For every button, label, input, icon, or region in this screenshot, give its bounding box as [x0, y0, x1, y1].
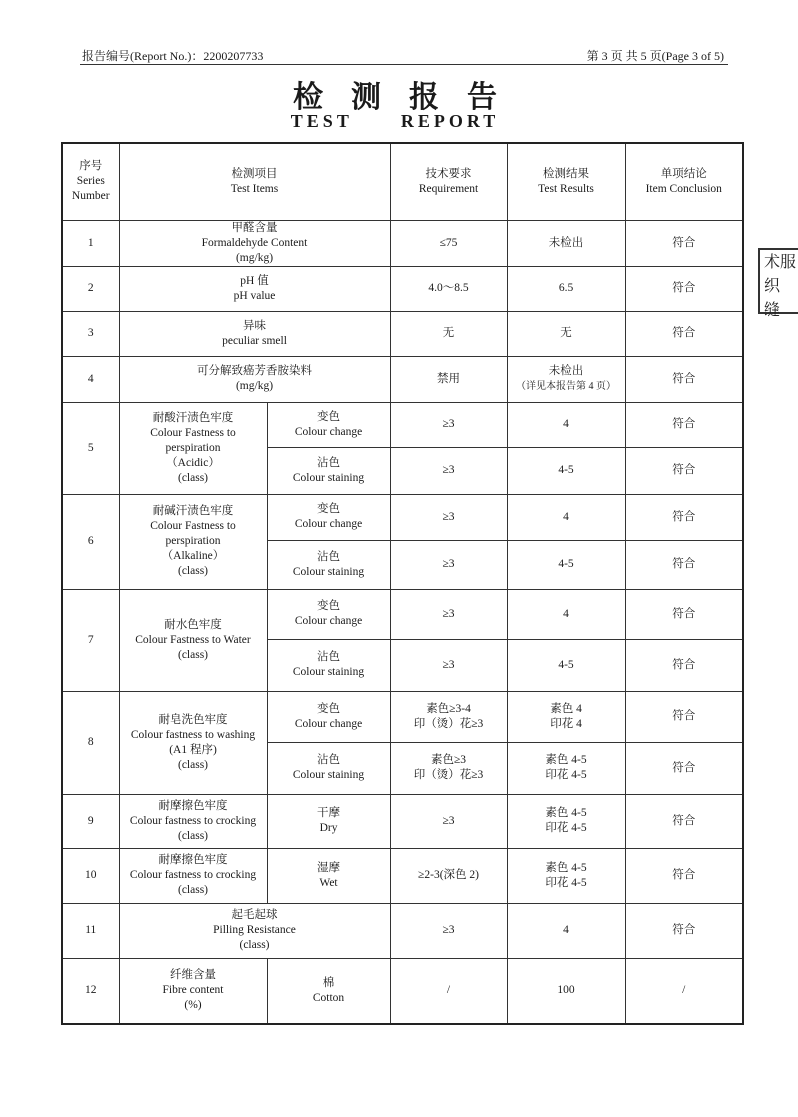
- sub-item: 变色 Colour change: [267, 589, 390, 639]
- row-number: 9: [62, 794, 119, 848]
- test-item: 异味 peculiar smell: [119, 311, 390, 356]
- result: 4: [507, 903, 625, 958]
- sub-item: 沾色 Colour staining: [267, 639, 390, 691]
- table-row: [62, 356, 743, 402]
- result: 4-5: [507, 447, 625, 494]
- conclusion: 符合: [625, 903, 743, 958]
- title-english: [0, 111, 790, 132]
- row-number: 1: [62, 220, 119, 266]
- requirement: ≤75: [390, 220, 507, 266]
- result: 素色 4 印花 4: [507, 691, 625, 742]
- table-row: [62, 903, 743, 958]
- title-english-word-2: REPORT: [400, 111, 500, 131]
- requirement: ≥3: [390, 794, 507, 848]
- result: 未检出 （详见本报告第 4 页）: [507, 356, 625, 402]
- test-item: pH 值 pH value: [119, 266, 390, 311]
- sub-item: 沾色 Colour staining: [267, 447, 390, 494]
- test-item: 耐碱汗渍色牢度 Colour Fastness to perspiration （Alkaline） (class): [119, 494, 267, 589]
- requirement: ≥3: [390, 540, 507, 589]
- col-header-no: 序号 Series Number: [62, 143, 119, 220]
- page-indicator: 第 3 页 共 5 页(Page 3 of 5): [586, 49, 724, 63]
- sub-item: 棉 Cotton: [267, 958, 390, 1024]
- row-number: 12: [62, 958, 119, 1024]
- requirement: 素色≥3 印（烫）花≥3: [390, 742, 507, 794]
- test-item: 耐皂洗色牢度 Colour fastness to washing (A1 程序) (class): [119, 691, 267, 794]
- result: 4-5: [507, 639, 625, 691]
- header-divider: [80, 64, 728, 65]
- test-item: 起毛起球 Pilling Resistance (class): [119, 903, 390, 958]
- requirement: ≥3: [390, 447, 507, 494]
- result: 素色 4-5 印花 4-5: [507, 794, 625, 848]
- conclusion: 符合: [625, 589, 743, 639]
- row-number: 2: [62, 266, 119, 311]
- conclusion: 符合: [625, 402, 743, 447]
- row-number: 10: [62, 848, 119, 903]
- sub-item: 变色 Colour change: [267, 691, 390, 742]
- sub-item: 干摩 Dry: [267, 794, 390, 848]
- result: 素色 4-5 印花 4-5: [507, 848, 625, 903]
- test-item: 耐摩擦色牢度 Colour fastness to crocking (class): [119, 848, 267, 903]
- table-row: [62, 794, 743, 848]
- result: 6.5: [507, 266, 625, 311]
- row-number: 5: [62, 402, 119, 494]
- conclusion: 符合: [625, 356, 743, 402]
- conclusion: 符合: [625, 447, 743, 494]
- test-item: 耐酸汗渍色牢度 Colour Fastness to perspiration （Acidic） (class): [119, 402, 267, 494]
- test-item: 可分解致癌芳香胺染料 (mg/kg): [119, 356, 390, 402]
- result: 4: [507, 494, 625, 540]
- sub-item: 变色 Colour change: [267, 494, 390, 540]
- requirement: ≥3: [390, 639, 507, 691]
- conclusion: 符合: [625, 848, 743, 903]
- table-row: [62, 266, 743, 311]
- result: 未检出: [507, 220, 625, 266]
- row-number: 4: [62, 356, 119, 402]
- table-header-row: [62, 143, 743, 220]
- row-number: 11: [62, 903, 119, 958]
- sub-item: 湿摩 Wet: [267, 848, 390, 903]
- requirement: 素色≥3-4 印（烫）花≥3: [390, 691, 507, 742]
- result: 4-5: [507, 540, 625, 589]
- conclusion: 符合: [625, 639, 743, 691]
- row-number: 7: [62, 589, 119, 691]
- table-row: [62, 958, 743, 1024]
- report-number: 报告编号(Report No.)：2200207733: [82, 49, 264, 63]
- result: 素色 4-5 印花 4-5: [507, 742, 625, 794]
- result: 4: [507, 402, 625, 447]
- row-number: 6: [62, 494, 119, 589]
- requirement: 禁用: [390, 356, 507, 402]
- conclusion: 符合: [625, 494, 743, 540]
- result: 100: [507, 958, 625, 1024]
- title-chinese: 检测报告: [293, 80, 525, 115]
- test-item: 耐摩擦色牢度 Colour fastness to crocking (class): [119, 794, 267, 848]
- test-results-table: [61, 142, 744, 1025]
- test-item: 耐水色牢度 Colour Fastness to Water (class): [119, 589, 267, 691]
- sub-item: 沾色 Colour staining: [267, 742, 390, 794]
- col-header-result: 检测结果 Test Results: [507, 143, 625, 220]
- conclusion: 符合: [625, 266, 743, 311]
- table-row: [62, 311, 743, 356]
- conclusion: 符合: [625, 311, 743, 356]
- conclusion: 符合: [625, 540, 743, 589]
- requirement: ≥2-3(深色 2): [390, 848, 507, 903]
- conclusion: 符合: [625, 794, 743, 848]
- requirement: ≥3: [390, 589, 507, 639]
- requirement: 4.0～8.5: [390, 266, 507, 311]
- table-row: [62, 848, 743, 903]
- test-item: 甲醛含量 Formaldehyde Content (mg/kg): [119, 220, 390, 266]
- title-english-word-1: TEST: [290, 111, 353, 131]
- sub-item: 变色 Colour change: [267, 402, 390, 447]
- col-header-conclusion: 单项结论 Item Conclusion: [625, 143, 743, 220]
- table-row: [62, 402, 743, 447]
- seal-stamp-fragment: 术服织 缝: [758, 248, 798, 314]
- conclusion: /: [625, 958, 743, 1024]
- col-header-requirement: 技术要求 Requirement: [390, 143, 507, 220]
- requirement: ≥3: [390, 494, 507, 540]
- conclusion: 符合: [625, 220, 743, 266]
- table-row: [62, 589, 743, 639]
- table-row: [62, 494, 743, 540]
- requirement: /: [390, 958, 507, 1024]
- conclusion: 符合: [625, 742, 743, 794]
- sub-item: 沾色 Colour staining: [267, 540, 390, 589]
- col-header-item: 检测项目 Test Items: [119, 143, 390, 220]
- requirement: ≥3: [390, 402, 507, 447]
- test-item: 纤维含量 Fibre content (%): [119, 958, 267, 1024]
- row-number: 3: [62, 311, 119, 356]
- table-row: [62, 691, 743, 742]
- table-row: [62, 220, 743, 266]
- row-number: 8: [62, 691, 119, 794]
- result: 4: [507, 589, 625, 639]
- requirement: 无: [390, 311, 507, 356]
- requirement: ≥3: [390, 903, 507, 958]
- conclusion: 符合: [625, 691, 743, 742]
- result: 无: [507, 311, 625, 356]
